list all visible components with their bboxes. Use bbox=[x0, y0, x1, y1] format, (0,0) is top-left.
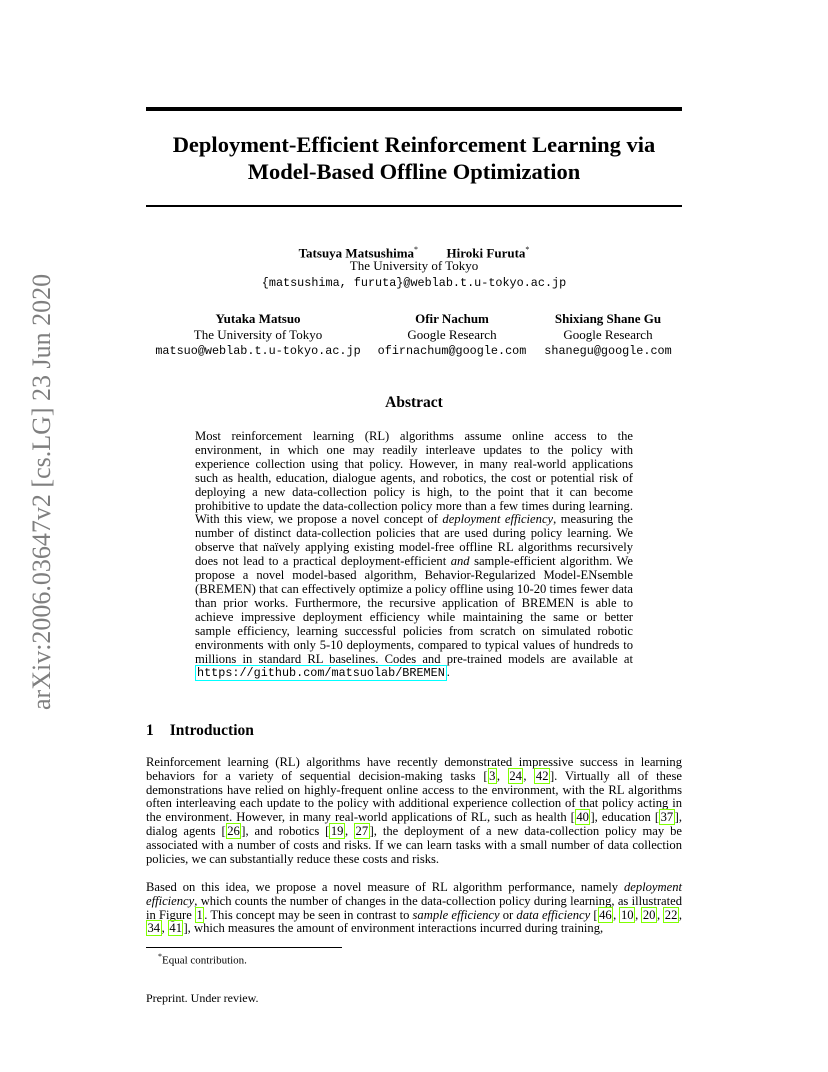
footnote bbox=[158, 952, 247, 967]
author-email: shanegu@google.com bbox=[544, 344, 672, 358]
emphasis: deployment efficiency bbox=[442, 512, 554, 527]
paper-title bbox=[146, 131, 682, 185]
author-email: ofirnachum@google.com bbox=[377, 344, 527, 358]
intro-paragraph-1: Reinforcement learning (RL) algorithms have recently demonstrated impressive success in learning behaviors for a variety of sequential decision-making tasks [ 3 , 24 , 42 ]. Virtually all of these demonstrations have relied on highly-frequent online access to the environment, with the RL algorithms often interleaving each update to the policy with additional experience collection of that policy acting in the environment. However, in many real-world applications of RL, such as health [ 40 ], education [ 37 ], dialog agents [ 26 ], and robotics [ 19 , 27 ], the deployment of a new data-collection policy may be associated with a number of costs and risks. If we can learn tasks with a small number of data collection policies, we can substantially reduce these costs and risks. bbox=[146, 755, 683, 866]
section-number: 1 bbox=[146, 722, 154, 739]
citation-link[interactable]: 10 bbox=[620, 907, 634, 922]
section-title: Introduction bbox=[169, 722, 254, 739]
equal-contribution-mark: * bbox=[414, 245, 419, 254]
citation-link[interactable]: 37 bbox=[660, 810, 674, 825]
citation-link[interactable]: 46 bbox=[599, 907, 612, 922]
author-name: Ofir Nachum bbox=[415, 311, 489, 326]
author-block bbox=[372, 311, 532, 359]
author-name: Hiroki Furuta bbox=[446, 245, 526, 261]
author-name: Yutaka Matsuo bbox=[215, 311, 301, 326]
author-email: {matsushima, furuta}@weblab.t.u-tokyo.ac.jp bbox=[261, 276, 567, 290]
citation-link[interactable]: 42 bbox=[535, 768, 549, 783]
figure-link[interactable]: 1 bbox=[196, 907, 203, 922]
author-affiliation: The University of Tokyo bbox=[349, 258, 479, 273]
footnote-rule bbox=[146, 947, 342, 948]
intro-paragraph-2: Based on this idea, we propose a novel measure of RL algorithm performance, namely deployment efficiency, which counts the number of changes in the data-collection policy during learning, as illustrated in Figure 1 . This concept may be seen in contrast to sample efficiency or data efficiency [ 46 , 10 , 20 , 22 , 34 , 41 ], which measures the amount of environment interactions incurred during training, bbox=[146, 880, 683, 936]
author-affiliation: Google Research bbox=[407, 327, 497, 342]
title-top-rule bbox=[146, 107, 682, 111]
author-email: matsuo@weblab.t.u-tokyo.ac.jp bbox=[155, 344, 361, 358]
arxiv-identifier: arXiv:2006.03647v2 [cs.LG] 23 Jun 2020 bbox=[27, 273, 56, 710]
emphasis: sample efficiency bbox=[412, 907, 500, 922]
preprint-notice: Preprint. Under review. bbox=[146, 991, 259, 1005]
title-bottom-rule bbox=[146, 205, 682, 207]
title-line-1: Deployment-Efficient Reinforcement Learning via bbox=[172, 132, 656, 157]
author-affiliation: Google Research bbox=[563, 327, 653, 342]
abstract-heading: Abstract bbox=[385, 394, 443, 411]
title-line-2: Model-Based Offline Optimization bbox=[247, 159, 581, 184]
author-block bbox=[538, 311, 678, 359]
author-name: Shixiang Shane Gu bbox=[554, 311, 662, 326]
author-affiliation: The University of Tokyo bbox=[193, 327, 323, 342]
citation-link[interactable]: 22 bbox=[664, 907, 678, 922]
citation-link[interactable]: 40 bbox=[576, 810, 589, 825]
emphasis: deployment efficiency bbox=[146, 880, 682, 908]
github-link[interactable]: https://github.com/matsuolab/BREMEN bbox=[197, 666, 445, 681]
emphasis: and bbox=[450, 554, 470, 569]
equal-contribution-mark: * bbox=[525, 245, 530, 254]
emphasis: data efficiency bbox=[516, 907, 591, 922]
footnote-mark: * bbox=[158, 952, 162, 961]
author-block bbox=[152, 311, 364, 359]
section-heading bbox=[146, 722, 254, 740]
citation-link[interactable]: 20 bbox=[642, 907, 656, 922]
citation-link[interactable]: 19 bbox=[330, 823, 344, 838]
citation-link[interactable]: 3 bbox=[489, 768, 496, 783]
citation-link[interactable]: 26 bbox=[227, 823, 240, 838]
footnote-text: Equal contribution. bbox=[162, 954, 247, 967]
abstract-text: Most reinforcement learning (RL) algorithms assume online access to the environment, in which one may readily interleave updates to the policy with experience collection using that policy. However, in many real-world applications such as health, education, dialogue agents, and robotics, the cost or potential risk of deploying a new data-collection policy is high, to the point that it can become prohibitive to update the data-collection policy more than a few times during learning. With this view, we propose a novel concept of deployment efficiency, measuring the number of distinct data-collection policies that are used during policy learning. We observe that naïvely applying existing model-free offline RL algorithms recursively does not lead to a practical deployment-efficient and sample-efficient algorithm. We propose a novel model-based algorithm, Behavior-Regularized Model-ENsemble (BREMEN) that can effectively optimize a policy offline using 10-20 times fewer data than prior works. Furthermore, the recursive application of BREMEN is able to achieve impressive deployment efficiency while maintaining the same or better sample efficiency, learning successful policies from scratch on simulated robotic environments with only 5-10 deployments, compared to typical values of hundreds to millions in standard RL baselines. Codes and pre-trained models are available at https://github.com/matsuolab/BREMEN . bbox=[195, 429, 633, 681]
citation-link[interactable]: 34 bbox=[147, 921, 161, 936]
citation-link[interactable]: 41 bbox=[169, 921, 182, 936]
citation-link[interactable]: 27 bbox=[355, 823, 369, 838]
citation-link[interactable]: 24 bbox=[509, 768, 522, 783]
author-name: Tatsuya Matsushima bbox=[298, 245, 415, 261]
